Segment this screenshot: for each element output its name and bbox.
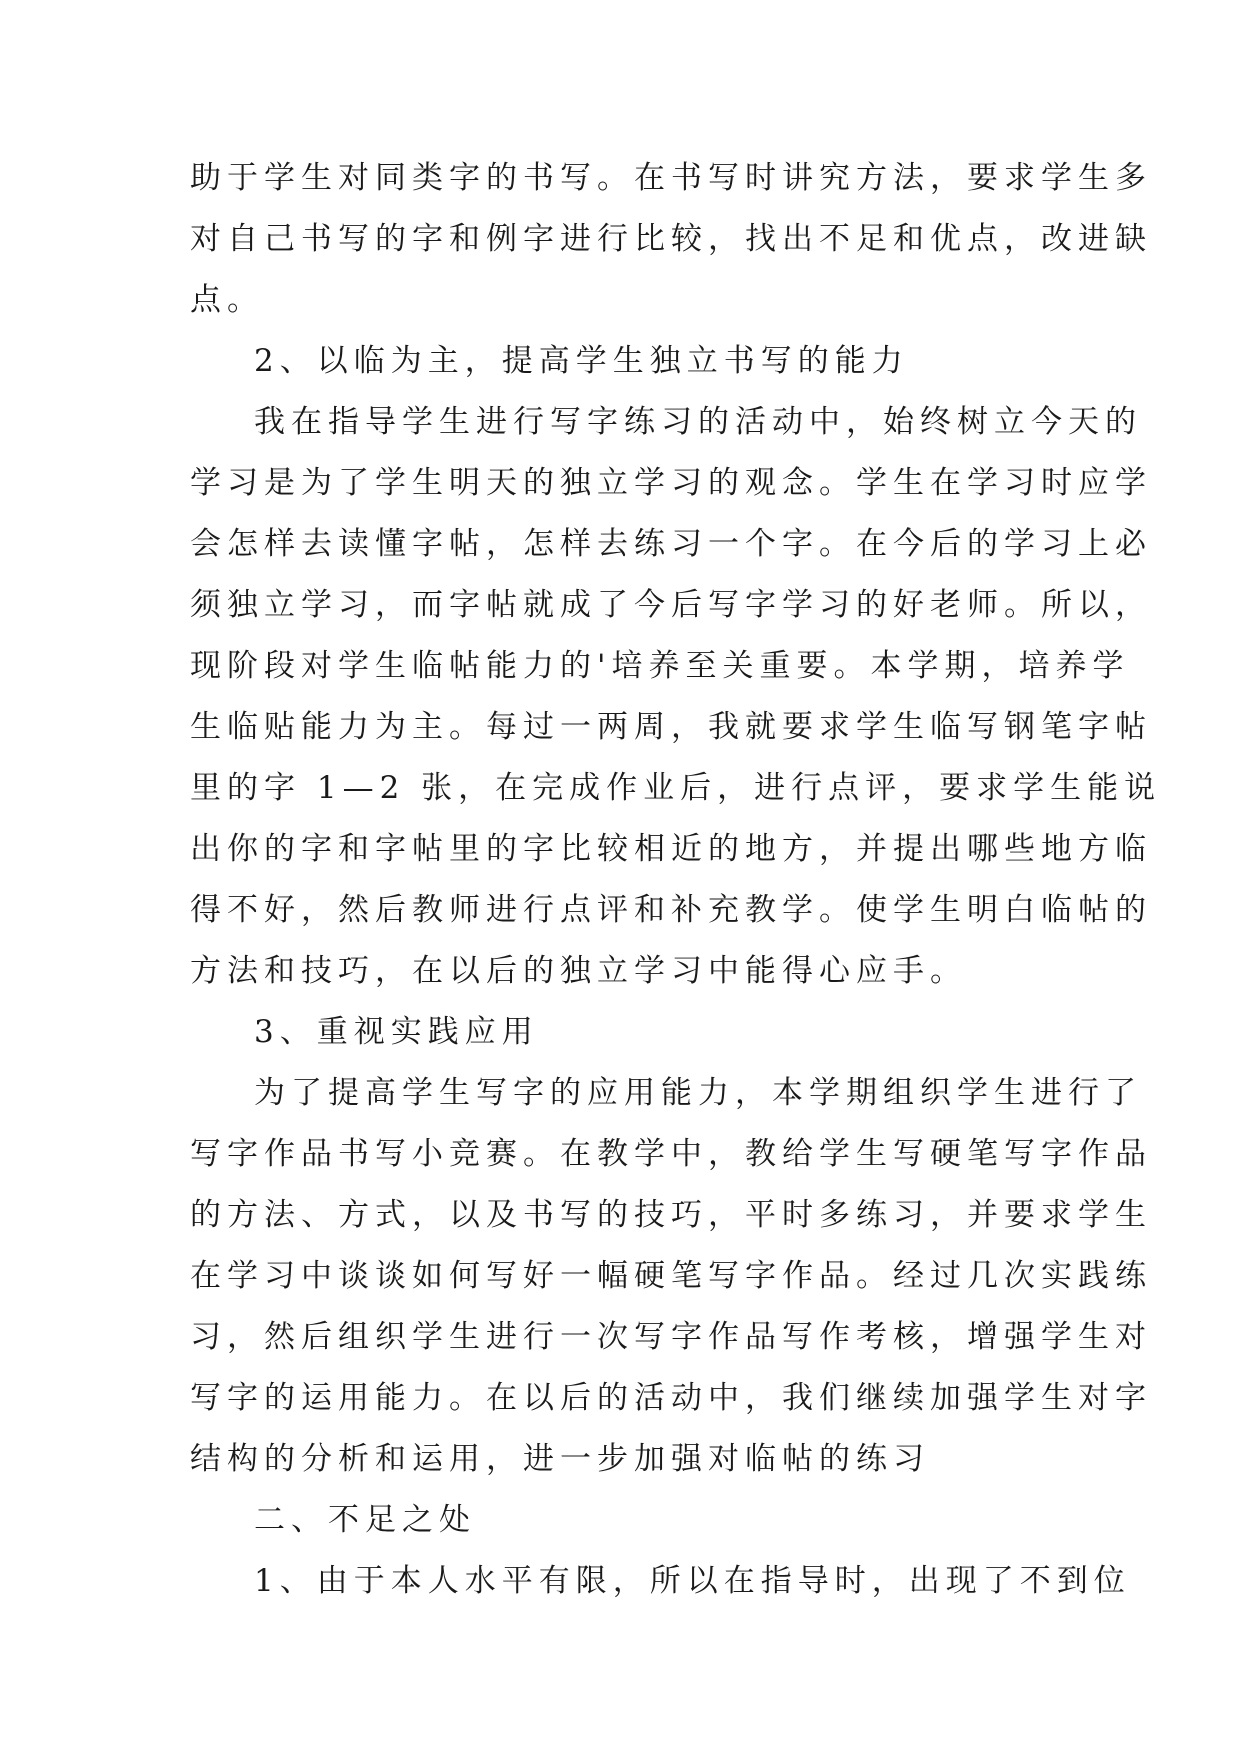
text-line: 的方法、方式，以及书写的技巧，平时多练习，并要求学生 [190,1197,1152,1233]
text-line: 方法和技巧，在以后的独立学习中能得心应手。 [190,953,967,989]
text-line: 生临贴能力为主。每过一两周，我就要求学生临写钢笔字帖 [190,709,1152,745]
text-line: 里的字 1—2 张，在完成作业后，进行点评，要求学生能说 [190,770,1162,806]
document-body [190,148,1162,1612]
text-line: 对自己书写的字和例字进行比较，找出不足和优点，改进缺 [190,221,1152,257]
paragraph-start: 为了提高学生写字的应用能力，本学期组织学生进行了 [254,1075,1142,1111]
section-heading: 3、重视实践应用 [254,1014,539,1050]
section-heading: 2、以临为主，提高学生独立书写的能力 [254,343,909,379]
text-line: 习，然后组织学生进行一次写字作品写作考核，增强学生对 [190,1319,1152,1355]
text-line: 助于学生对同类字的书写。在书写时讲究方法，要求学生多 [190,160,1152,196]
text-line: 得不好，然后教师进行点评和补充教学。使学生明白临帖的 [190,892,1152,928]
text-line: 点。 [190,282,264,318]
text-line: 现阶段对学生临帖能力的'培养至关重要。本学期，培养学 [190,648,1130,684]
text-line: 须独立学习，而字帖就成了今后写字学习的好老师。所以， [190,587,1152,623]
text-line: 写字作品书写小竞赛。在教学中，教给学生写硬笔写字作品 [190,1136,1152,1172]
text-line: 结构的分析和运用，进一步加强对临帖的练习 [190,1441,930,1477]
paragraph-start: 我在指导学生进行写字练习的活动中，始终树立今天的 [254,404,1142,440]
text-line: 会怎样去读懂字帖，怎样去练习一个字。在今后的学习上必 [190,526,1152,562]
text-line: 出你的字和字帖里的字比较相近的地方，并提出哪些地方临 [190,831,1152,867]
section-heading: 二、不足之处 [254,1502,476,1538]
paragraph-start: 1、由于本人水平有限，所以在指导时，出现了不到位 [254,1563,1131,1599]
text-line: 写字的运用能力。在以后的活动中，我们继续加强学生对字 [190,1380,1152,1416]
text-line: 学习是为了学生明天的独立学习的观念。学生在学习时应学 [190,465,1152,501]
text-line: 在学习中谈谈如何写好一幅硬笔写字作品。经过几次实践练 [190,1258,1152,1294]
